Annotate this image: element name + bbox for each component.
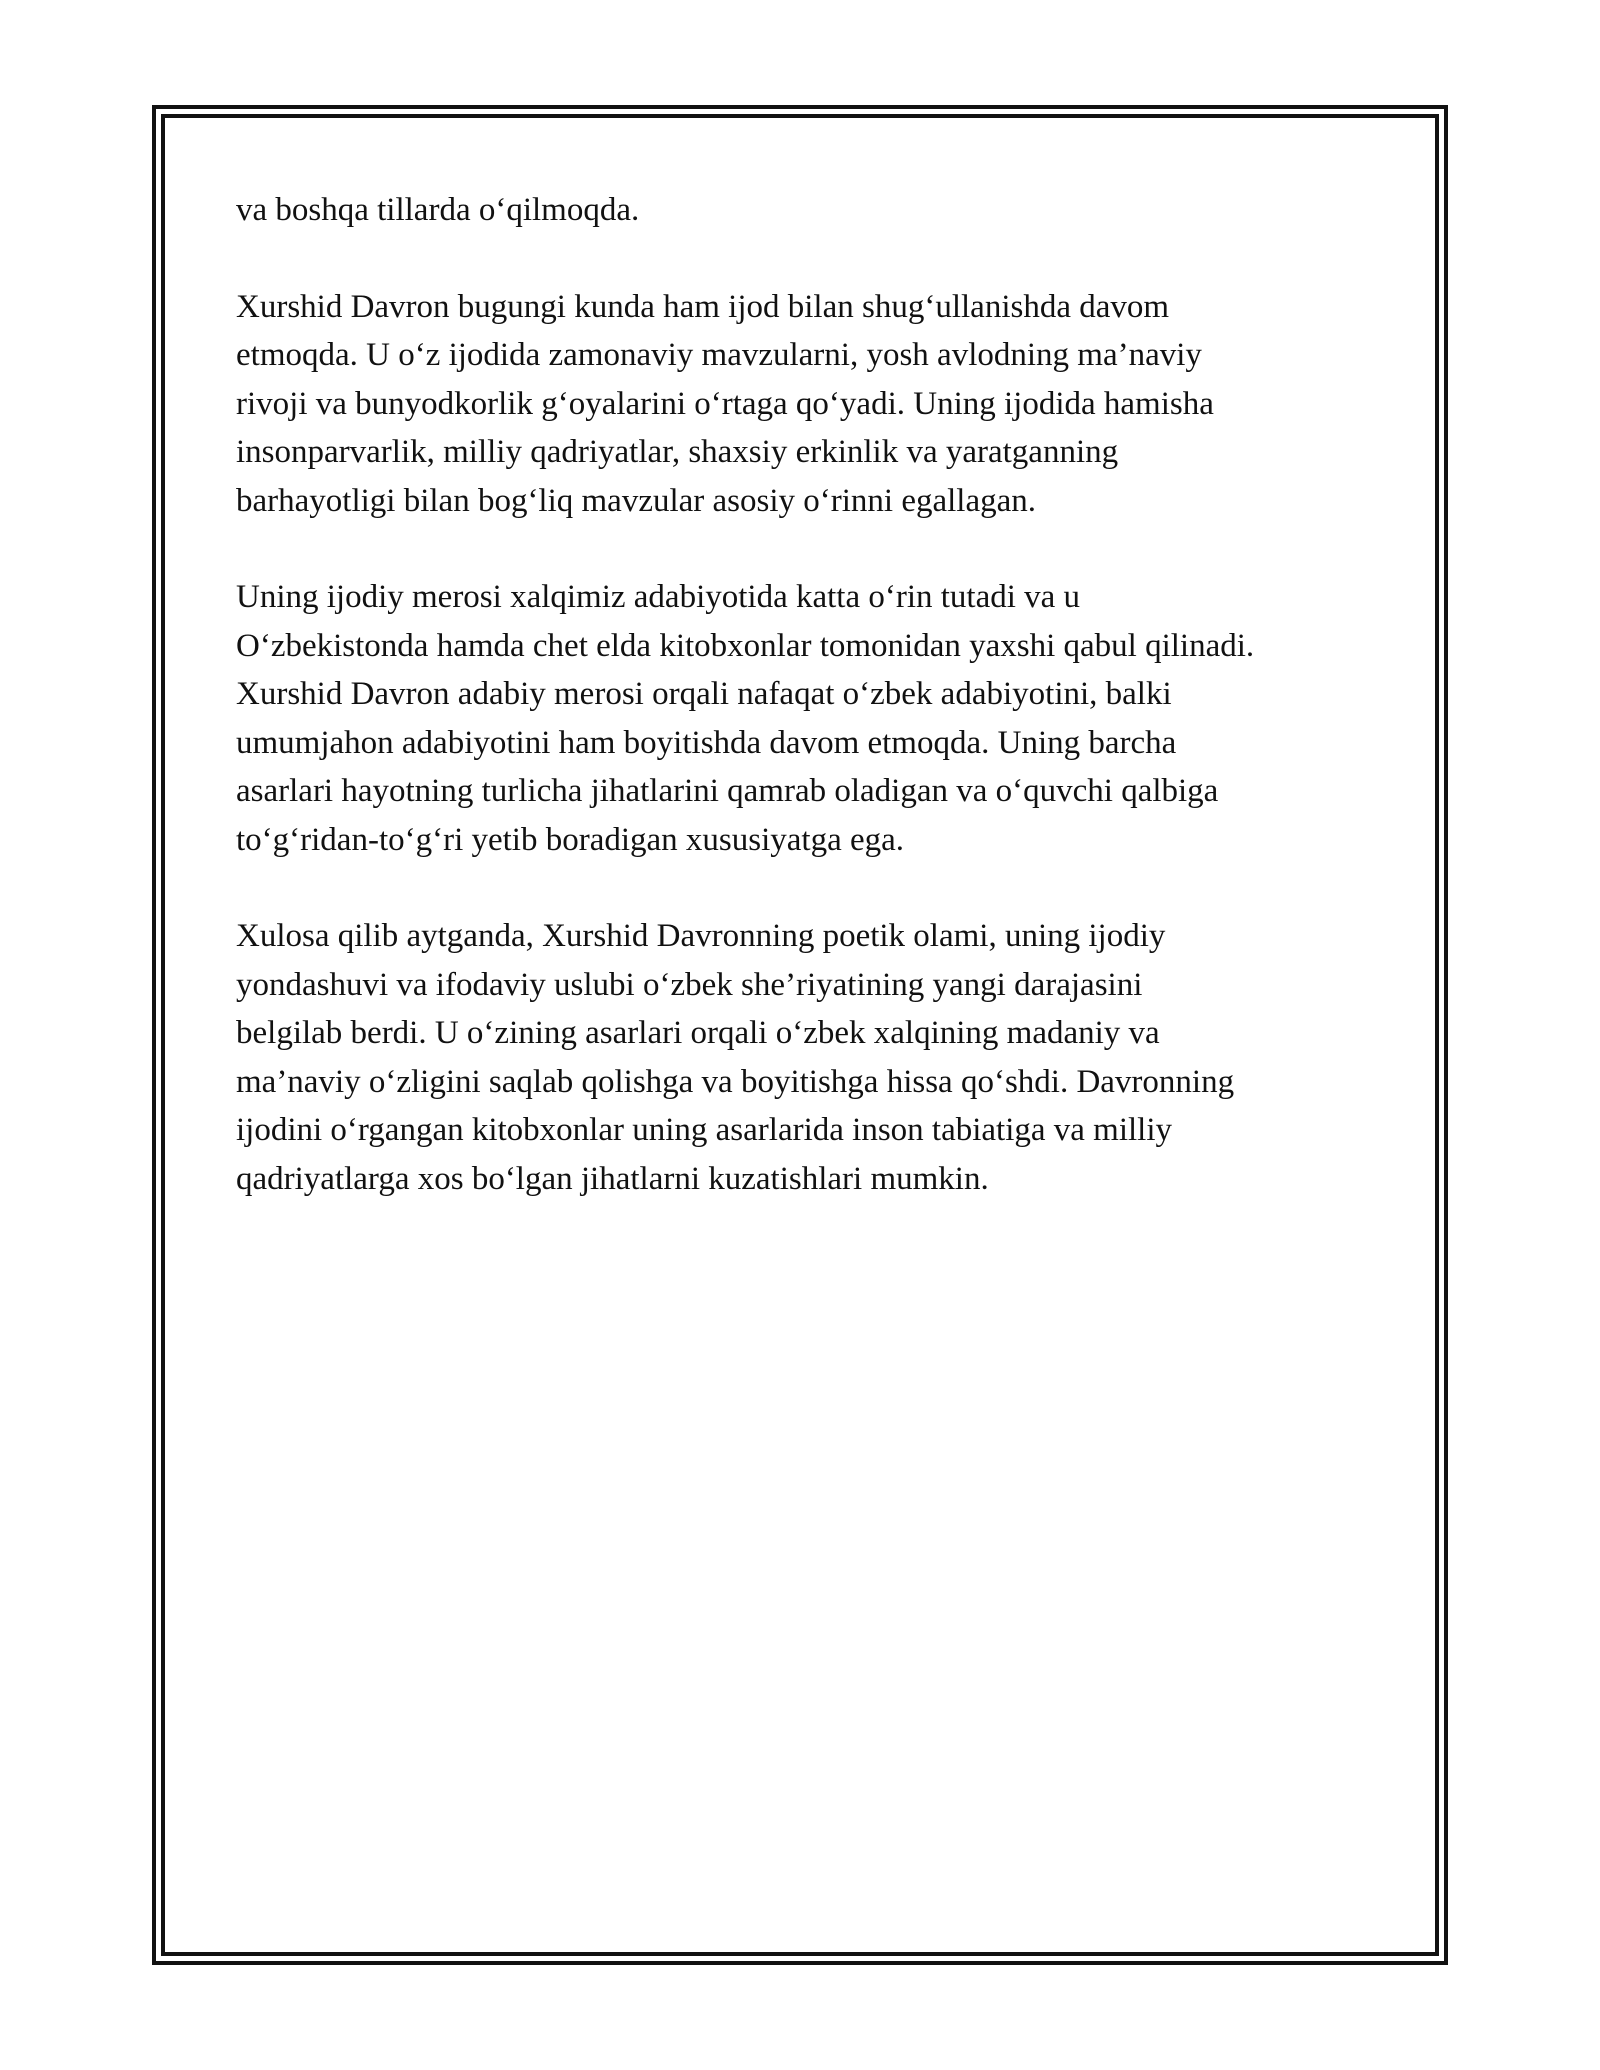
paragraph: Xurshid Davron bugungi kunda ham ijod bilan shug‘ullanishda davom etmoqda. U o‘z ijodida zamonaviy mavzularni, yosh avlodning ma’naviy rivoji va bunyodkorlik g‘oyalarini o‘rtaga qo‘yadi. Uning ijodida hamisha insonparvarlik, milliy qadriyatlar, shaxsiy erkinlik va yaratganning barhayotligi bilan bog‘liq mavzular asosiy o‘rinni egallagan. [236, 288, 1214, 519]
paragraph: va boshqa tillarda o‘qilmoqda. [236, 192, 640, 228]
document-body [236, 186, 1376, 1251]
paragraph: Uning ijodiy merosi xalqimiz adabiyotida katta o‘rin tutadi va u O‘zbekistonda hamda chet elda kitobxonlar tomonidan yaxshi qabul qilinadi. Xurshid Davron adabiy merosi orqali nafaqat o‘zbek adabiyotini, balki umumjahon adabiyotini ham boyitishda davom etmoqda. Uning barcha asarlari hayotning turlicha jihatlarini qamrab oladigan va o‘quvchi qalbiga to‘g‘ridan-to‘g‘ri yetib boradigan xususiyatga ega. [236, 579, 1255, 858]
paragraph: Xulosa qilib aytganda, Xurshid Davronning poetik olami, uning ijodiy yondashuvi va ifodaviy uslubi o‘zbek she’riyatining yangi darajasini belgilab berdi. U o‘zining asarlari orqali o‘zbek xalqining madaniy va ma’naviy o‘zligini saqlab qolishga va boyitishga hissa qo‘shdi. Davronning ijodini o‘rgangan kitobxonlar uning asarlarida inson tabiatiga va milliy qadriyatlarga xos bo‘lgan jihatlarni kuzatishlari mumkin. [236, 918, 1235, 1197]
